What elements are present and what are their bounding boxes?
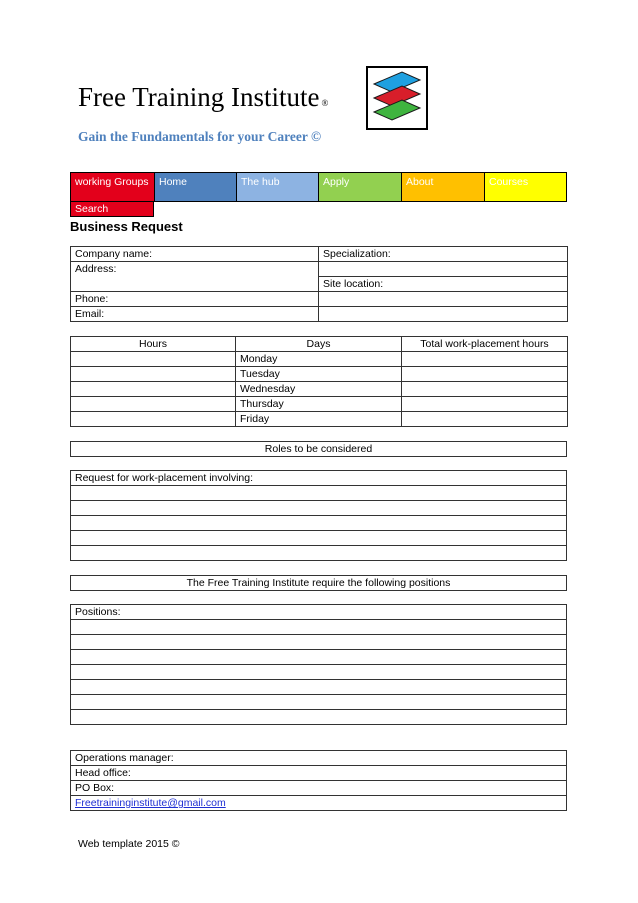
days-header: Days — [236, 337, 402, 352]
section-title: Business Request — [70, 219, 183, 234]
request-line-cell[interactable] — [71, 546, 567, 561]
nav-item-the-hub[interactable]: The hub — [236, 172, 318, 202]
table-row — [71, 397, 568, 412]
head-office-label: Head office: — [71, 766, 567, 781]
layers-logo-icon — [366, 66, 428, 130]
address-label: Address: — [71, 262, 319, 292]
day-cell: Friday — [236, 412, 402, 427]
request-table — [70, 470, 567, 561]
nav-item-working-groups[interactable]: working Groups — [70, 172, 154, 202]
table-row — [71, 576, 567, 591]
table-row — [71, 367, 568, 382]
phone-value-cell[interactable] — [319, 292, 568, 307]
total-hours-cell[interactable] — [402, 382, 568, 397]
position-line-cell[interactable] — [71, 650, 567, 665]
schedule-table — [70, 336, 568, 427]
nav-bar — [70, 172, 567, 202]
footer-text: Web template 2015 © — [78, 838, 180, 850]
table-row — [71, 710, 567, 725]
day-cell: Tuesday — [236, 367, 402, 382]
table-row — [71, 501, 567, 516]
roles-label: Roles to be considered — [71, 442, 567, 457]
request-line-cell[interactable] — [71, 516, 567, 531]
position-line-cell[interactable] — [71, 620, 567, 635]
table-row — [71, 781, 567, 796]
positions-header-table — [70, 575, 567, 591]
roles-table — [70, 441, 567, 457]
hours-cell[interactable] — [71, 412, 236, 427]
table-row — [71, 337, 568, 352]
operations-manager-label: Operations manager: — [71, 751, 567, 766]
page-title — [78, 82, 328, 113]
request-label: Request for work-placement involving: — [71, 471, 567, 486]
position-line-cell[interactable] — [71, 680, 567, 695]
table-row — [71, 605, 567, 620]
company-name-label: Company name: — [71, 247, 319, 262]
table-row — [71, 307, 568, 322]
position-line-cell[interactable] — [71, 665, 567, 680]
total-hours-cell[interactable] — [402, 412, 568, 427]
nav-item-about[interactable]: About — [401, 172, 484, 202]
contact-email-link[interactable]: Freetraininginstitute@gmail.com — [75, 797, 226, 809]
positions-label: Positions: — [71, 605, 567, 620]
position-line-cell[interactable] — [71, 695, 567, 710]
hours-cell[interactable] — [71, 352, 236, 367]
tagline: Gain the Fundamentals for your Career © — [78, 129, 322, 144]
company-details-table — [70, 246, 568, 322]
request-line-cell[interactable] — [71, 531, 567, 546]
total-hours-cell[interactable] — [402, 397, 568, 412]
table-row — [71, 635, 567, 650]
table-row — [71, 412, 568, 427]
nav-item-apply[interactable]: Apply — [318, 172, 401, 202]
table-row — [71, 620, 567, 635]
table-row — [71, 751, 567, 766]
request-line-cell[interactable] — [71, 486, 567, 501]
title-text: Free Training Institute — [78, 82, 320, 112]
registered-mark: ® — [321, 98, 329, 108]
total-hours-header: Total work-placement hours — [402, 337, 568, 352]
table-row — [71, 665, 567, 680]
hours-cell[interactable] — [71, 397, 236, 412]
positions-table — [70, 604, 567, 725]
request-line-cell[interactable] — [71, 501, 567, 516]
day-cell: Wednesday — [236, 382, 402, 397]
phone-label: Phone: — [71, 292, 319, 307]
position-line-cell[interactable] — [71, 710, 567, 725]
contact-table — [70, 750, 567, 811]
table-row — [71, 546, 567, 561]
table-row — [71, 292, 568, 307]
table-row — [71, 486, 567, 501]
table-row — [71, 695, 567, 710]
day-cell: Monday — [236, 352, 402, 367]
positions-header: The Free Training Institute require the following positions — [71, 576, 567, 591]
site-location-label: Site location: — [319, 277, 568, 292]
table-row — [71, 796, 567, 811]
table-row — [71, 680, 567, 695]
table-row — [71, 262, 568, 277]
hours-cell[interactable] — [71, 382, 236, 397]
table-row — [71, 471, 567, 486]
table-row — [71, 442, 567, 457]
table-row — [71, 531, 567, 546]
nav-item-home[interactable]: Home — [154, 172, 236, 202]
table-row — [71, 766, 567, 781]
email-label: Email: — [71, 307, 319, 322]
po-box-label: PO Box: — [71, 781, 567, 796]
position-line-cell[interactable] — [71, 635, 567, 650]
table-row — [71, 247, 568, 262]
total-hours-cell[interactable] — [402, 352, 568, 367]
total-hours-cell[interactable] — [402, 367, 568, 382]
nav-item-courses[interactable]: Courses — [484, 172, 567, 202]
table-row — [71, 516, 567, 531]
day-cell: Thursday — [236, 397, 402, 412]
table-row — [71, 352, 568, 367]
address-value-cell[interactable] — [319, 262, 568, 277]
hours-header: Hours — [71, 337, 236, 352]
specialization-label: Specialization: — [319, 247, 568, 262]
table-row — [71, 650, 567, 665]
email-value-cell[interactable] — [319, 307, 568, 322]
nav-item-search[interactable]: Search — [70, 202, 154, 217]
table-row — [71, 382, 568, 397]
hours-cell[interactable] — [71, 367, 236, 382]
